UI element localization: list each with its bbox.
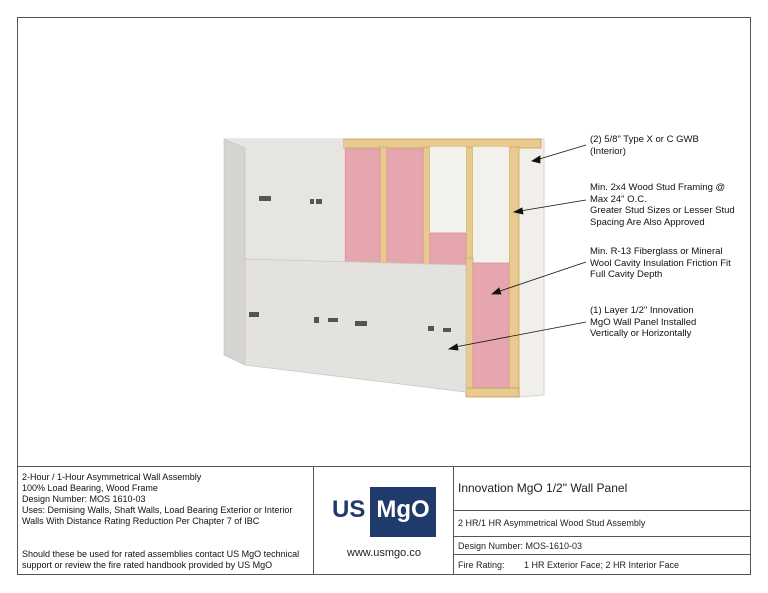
title-block-info-cell bbox=[454, 467, 750, 575]
logo-mgo-box bbox=[370, 487, 436, 537]
panel-name-row bbox=[454, 467, 750, 511]
design-number: Design Number: MOS-1610-03 bbox=[458, 541, 583, 551]
gwb-interior-layer bbox=[519, 139, 544, 397]
description-line: 100% Load Bearing, Wood Frame bbox=[22, 483, 158, 493]
top-plate bbox=[343, 139, 541, 148]
stud-3-lower bbox=[466, 258, 473, 396]
assembly-row bbox=[454, 511, 750, 537]
logo-mgo-text: MgO bbox=[376, 496, 430, 523]
bottom-plate bbox=[466, 388, 519, 397]
technical-support-note bbox=[22, 549, 312, 571]
callout-wood-stud: Min. 2x4 Wood Stud Framing @ Max 24" O.C. Greater Stud Sizes or Lesser Stud Spacing Are Also Approved bbox=[590, 182, 735, 228]
description-line: 2-Hour / 1-Hour Asymmetrical Wall Assembly bbox=[22, 472, 202, 482]
logo-us-text: US bbox=[332, 496, 366, 523]
title-block-description-cell bbox=[17, 467, 314, 575]
insulation-batt-2 bbox=[387, 149, 423, 271]
description-line: Walls With Distance Rating Reduction Per Chapter 7 of IBC bbox=[22, 516, 260, 526]
website-link[interactable]: www.usmgo.co bbox=[347, 547, 421, 559]
us-mgo-logo bbox=[332, 487, 436, 537]
mgo-panel-edge bbox=[224, 139, 245, 365]
fire-rating-value: 1 HR Exterior Face; 2 HR Interior Face bbox=[524, 560, 680, 570]
callout-gwb: (2) 5/8" Type X or C GWB (Interior) bbox=[590, 134, 699, 157]
assembly-type: 2 HR/1 HR Asymmetrical Wood Stud Assembly bbox=[458, 518, 646, 528]
description-line: Uses: Demising Walls, Shaft Walls, Load Bearing Exterior or Interior bbox=[22, 505, 293, 515]
note-line: support or review the fire rated handbook provided by US MgO bbox=[22, 560, 273, 570]
design-number-row bbox=[454, 537, 750, 555]
stud-3 bbox=[466, 147, 473, 271]
stud-2 bbox=[423, 147, 430, 271]
title-block bbox=[17, 466, 751, 575]
note-line: Should these be used for rated assemblies contact US MgO technical bbox=[22, 549, 300, 559]
fire-rating-row bbox=[454, 555, 750, 575]
cavity-back-4 bbox=[473, 147, 509, 271]
panel-name: Innovation MgO 1/2" Wall Panel bbox=[458, 481, 628, 495]
title-block-logo-cell bbox=[314, 467, 454, 575]
insulation-batt-1 bbox=[345, 149, 380, 271]
assembly-description bbox=[22, 472, 312, 527]
callout-insulation: Min. R-13 Fiberglass or Mineral Wool Cavity Insulation Friction Fit Full Cavity Depth bbox=[590, 246, 731, 280]
stud-1 bbox=[380, 147, 387, 271]
callout-mgo-panel: (1) Layer 1/2" Innovation MgO Wall Panel Installed Vertically or Horizontally bbox=[590, 305, 697, 339]
stud-4 bbox=[509, 147, 519, 397]
description-line: Design Number: MOS 1610-03 bbox=[22, 494, 146, 504]
insulation-batt-4 bbox=[473, 263, 509, 388]
fire-rating-label: Fire Rating: bbox=[458, 560, 505, 570]
